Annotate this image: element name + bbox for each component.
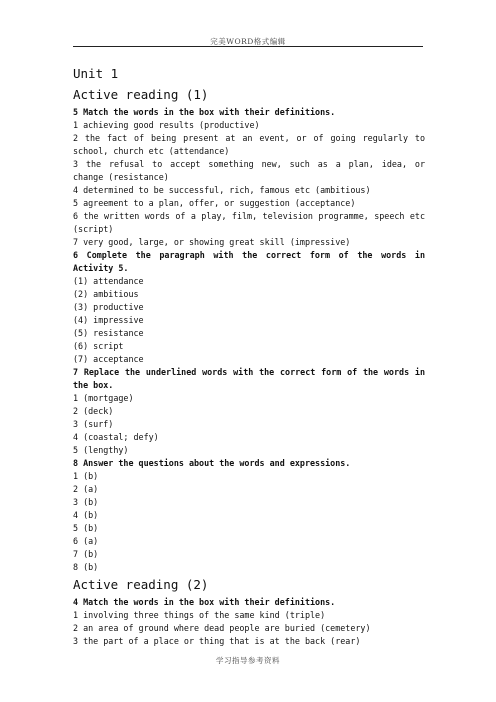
answer-line: 5 (b)	[73, 523, 99, 533]
answer-line: 3 (surf)	[73, 419, 114, 429]
answer-line: 5 (lengthy)	[73, 445, 129, 455]
answer-line: (4) impressive	[73, 315, 144, 325]
answer-line: 3 the refusal to accept something new, such as a plan, idea, or change (resistance)	[73, 159, 431, 182]
section-title: Active reading (1)	[73, 87, 209, 102]
exercise-instruction: 8 Answer the questions about the words and expressions.	[73, 458, 351, 468]
answer-line: (3) productive	[73, 302, 144, 312]
exercise-instruction: 4 Match the words in the box with their definitions.	[73, 597, 336, 607]
answer-line: 2 (a)	[73, 484, 99, 494]
answer-line: 4 (b)	[73, 510, 99, 520]
exercise-instruction: 6 Complete the paragraph with the correct form of the words in Activity 5.	[73, 250, 431, 273]
answer-line: 6 the written words of a play, film, television programme, speech etc (script)	[73, 211, 431, 234]
answer-line: 7 very good, large, or showing great skill (impressive)	[73, 237, 351, 247]
answer-line: 1 involving three things of the same kind (triple)	[73, 610, 326, 620]
answer-line: 2 an area of ground where dead people are buried (cemetery)	[73, 623, 371, 633]
answer-line: 3 the part of a place or thing that is at the back (rear)	[73, 636, 361, 646]
document-body	[73, 64, 431, 648]
answer-line: 4 (coastal; defy)	[73, 432, 159, 442]
answer-line: 2 (deck)	[73, 406, 114, 416]
answer-line: 8 (b)	[73, 562, 99, 572]
answer-line: (6) script	[73, 341, 124, 351]
page-footer: 学习指导参考资料	[216, 656, 280, 665]
answer-line: 2 the fact of being present at an event, or of going regularly to school, church etc (attendance)	[73, 133, 431, 156]
header-divider	[73, 46, 423, 47]
answer-line: (2) ambitious	[73, 289, 139, 299]
answer-line: (5) resistance	[73, 328, 144, 338]
answer-line: 7 (b)	[73, 549, 99, 559]
answer-line: (1) attendance	[73, 276, 144, 286]
answer-line: 5 agreement to a plan, offer, or suggestion (acceptance)	[73, 198, 356, 208]
exercise-instruction: 5 Match the words in the box with their definitions.	[73, 107, 336, 117]
page-header: 完美WORD格式编辑	[210, 37, 286, 46]
answer-line: 3 (b)	[73, 497, 99, 507]
answer-line: 1 achieving good results (productive)	[73, 120, 260, 130]
answer-line: 6 (a)	[73, 536, 99, 546]
answer-line: (7) acceptance	[73, 354, 144, 364]
unit-title: Unit 1	[73, 66, 119, 81]
answer-line: 1 (b)	[73, 471, 99, 481]
section-title: Active reading (2)	[73, 577, 209, 592]
answer-line: 1 (mortgage)	[73, 393, 134, 403]
exercise-instruction: 7 Replace the underlined words with the correct form of the words in the box.	[73, 367, 431, 390]
answer-line: 4 determined to be successful, rich, famous etc (ambitious)	[73, 185, 371, 195]
